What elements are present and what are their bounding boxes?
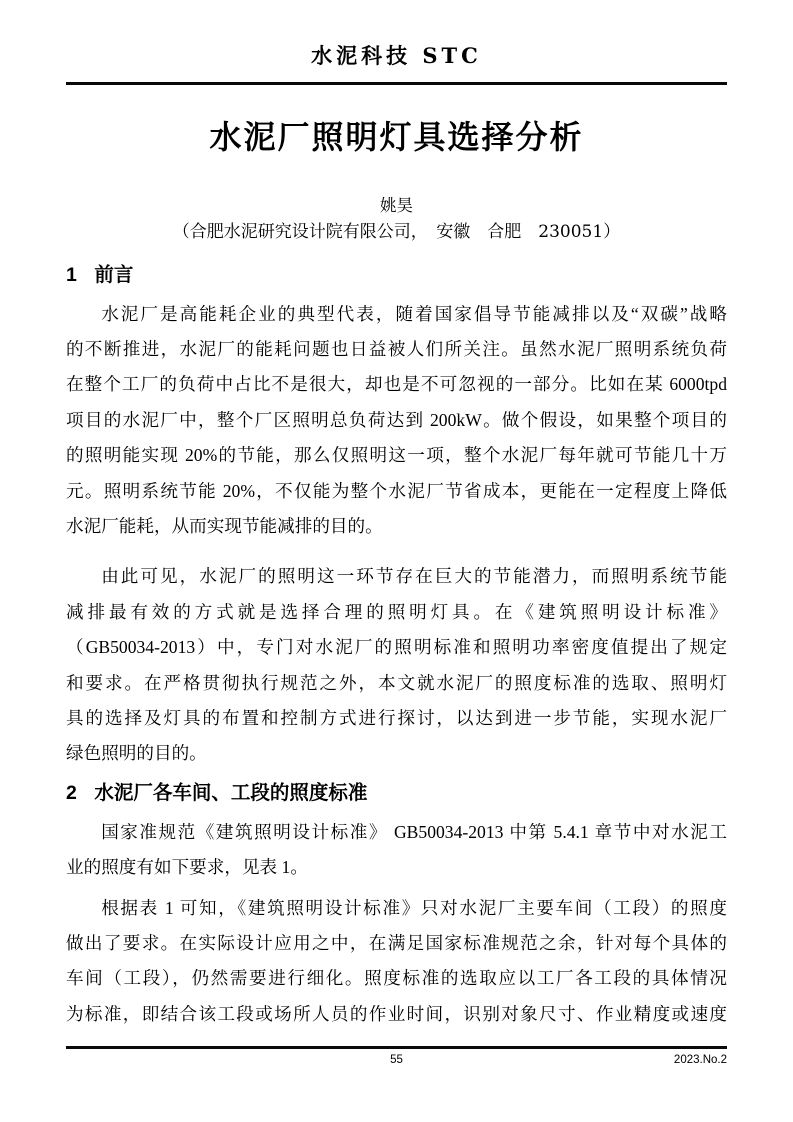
paragraph-intro-2 — [66, 559, 727, 771]
paragraph-line: 和要求。在严格贯彻执行规范之外，本文就水泥厂的照度标准的选取、照明灯 — [66, 672, 727, 693]
journal-header — [0, 41, 793, 71]
paragraph-line: 水泥厂能耗，从而实现节能减排的目的。 — [66, 515, 383, 536]
paragraph-line: 做出了要求。在实际设计应用之中，在满足国家标准规范之余，针对每个具体的 — [66, 933, 727, 953]
page-number: 55 — [390, 1053, 403, 1066]
paragraph-line: （GB50034-2013）中，专门对水泥厂的照明标准和照明功率密度值提出了规定 — [66, 637, 727, 658]
paragraph-line: 为标准，即结合该工段或场所人员的作业时间，识别对象尺寸、作业精度或速度 — [66, 1003, 727, 1024]
section-2-title: 水泥厂各车间、工段的照度标准 — [94, 781, 368, 804]
author-affiliation: （合肥水泥研究设计院有限公司， 安徽 合肥 230051） — [172, 221, 621, 242]
author-name: 姚昊 — [380, 195, 413, 215]
paragraph-line: 绿色照明的目的。 — [66, 743, 207, 764]
paragraph-line: 车间（工段），仍然需要进行细化。照度标准的选取应以工厂各工段的具体情况 — [66, 968, 727, 989]
paragraph-line: 业的照度有如下要求，见表 1。 — [66, 857, 308, 878]
issue-number: 2023.No.2 — [673, 1053, 727, 1066]
section-1-number: 1 — [66, 263, 77, 286]
paragraph-line: 在整个工厂的负荷中占比不是很大，却也是不可忽视的一部分。比如在某 6000tpd — [66, 374, 727, 395]
paragraph-line: 国家准规范《建筑照明设计标准》 GB50034-2013 中第 5.4.1 章节中对水泥工 — [101, 821, 727, 842]
paragraph-line: 的照明能实现 20%的节能，那么仅照明这一项，整个水泥厂每年就可节能几十万 — [66, 445, 727, 466]
footer-rule-divider — [66, 1046, 727, 1049]
paragraph-line: 根据表 1 可知，《建筑照明设计标准》只对水泥厂主要车间（工段）的照度 — [101, 897, 727, 918]
header-rule-divider — [66, 82, 727, 85]
page-footer — [66, 1046, 727, 1068]
section-1-title: 前言 — [94, 263, 134, 286]
paragraph-line: 水泥厂是高能耗企业的典型代表，随着国家倡导节能减排以及“双碳”战略 — [101, 303, 727, 324]
section-2-number: 2 — [66, 781, 77, 804]
journal-title: 水泥科技 STC — [311, 43, 482, 68]
paragraph-line: 由此可见，水泥厂的照明这一环节存在巨大的节能潜力，而照明系统节能 — [101, 566, 727, 587]
section-1-heading — [66, 261, 727, 290]
paragraph-line: 的不断推进，水泥厂的能耗问题也日益被人们所关注。虽然水泥厂照明系统负荷 — [66, 338, 727, 359]
paragraph-line: 具的选择及灯具的布置和控制方式进行探讨，以达到进一步节能，实现水泥厂 — [66, 707, 727, 728]
paragraph-intro-1 — [66, 297, 727, 545]
footer-text-row — [66, 1052, 727, 1068]
article-title: 水泥厂照明灯具选择分析 — [209, 118, 584, 155]
paragraph-line: 元。照明系统节能 20%，不仅能为整个水泥厂节省成本，更能在一定程度上降低 — [66, 480, 727, 501]
paragraph-standards-2 — [66, 891, 727, 1033]
section-2-heading — [66, 779, 727, 808]
paragraph-line: 项目的水泥厂中，整个厂区照明总负荷达到 200kW。做个假设，如果整个项目的 — [66, 409, 727, 430]
paragraph-line: 减排最有效的方式就是选择合理的照明灯具。在《建筑照明设计标准》 — [66, 601, 727, 622]
paragraph-standards-1 — [66, 815, 727, 886]
